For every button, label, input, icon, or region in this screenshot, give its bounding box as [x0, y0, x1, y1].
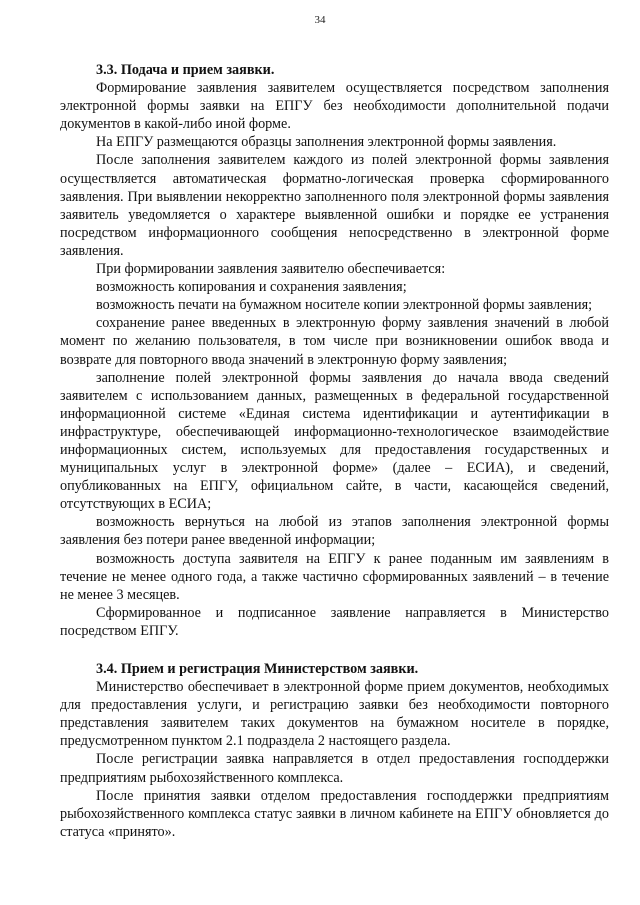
paragraph: После регистрации заявка направляется в отдел предоставления господдержки предприятиям рыбохозяйственного комплекса. [60, 751, 609, 786]
list-item: возможность доступа заявителя на ЕПГУ к ранее поданным им заявлениям в течение не менее одного года, а также частично сформированных заявлений – в течение не менее 3 месяцев. [60, 550, 609, 603]
paragraph: При формировании заявления заявителю обеспечивается: [96, 261, 446, 278]
list-item: возможность вернуться на любой из этапов заполнения электронной формы заявления без потери ранее введенной информации; [60, 514, 609, 549]
list-item: сохранение ранее введенных в электронную форму заявления значений в любой момент по желанию пользователя, в том числе при возникновении ошибок ввода и возврате для повторного ввода значений в электронную форму заявления; [60, 315, 609, 368]
document-body [60, 61, 609, 841]
section-heading: 3.4. Прием и регистрация Министерством заявки. [96, 661, 419, 677]
section-spacer [60, 640, 609, 660]
page-number: 34 [314, 14, 326, 26]
paragraph: После заполнения заявителем каждого из полей электронной формы заявления осуществляется автоматическая форматно-логическая проверка сформированного заявления. При выявлении некорректно заполненного поля электронной формы заявления заявитель уведомляется о характере выявленной ошибки и порядке ее устранения посредством информационного сообщения непосредственно в электронной форме заявления. [60, 152, 609, 259]
section-3-4 [60, 660, 609, 841]
paragraph: Министерство обеспечивает в электронной форме прием документов, необходимых для предоставления услуги, и регистрацию заявки без необходимости повторного представления заявителем таких документов на бумажном носителе в порядке, предусмотренном пунктом 2.1 подраздела 2 настоящего раздела. [60, 679, 609, 750]
paragraph: Формирование заявления заявителем осуществляется посредством заполнения электронной формы заявки на ЕПГУ без необходимости дополнительной подачи документов в какой-либо иной форме. [60, 80, 609, 133]
list-item: заполнение полей электронной формы заявления до начала ввода сведений заявителем с использованием данных, размещенных в федеральной государственной информационной системе «Единая система идентификации и аутентификации в инфраструктуре, обеспечивающей информационно-технологическое взаимодействие информационных систем, используемых для предоставления государственных и муниципальных услуг в электронной форме» (далее – ЕСИА), и сведений, опубликованных на ЕПГУ, официальном сайте, в части, касающейся сведений, отсутствующих в ЕСИА; [60, 369, 609, 513]
list-item: возможность копирования и сохранения заявления; [96, 279, 407, 296]
section-heading: 3.3. Подача и прием заявки. [96, 62, 275, 78]
paragraph: После принятия заявки отделом предоставления господдержки предприятиям рыбохозяйственного комплекса статус заявки в личном кабинете на ЕПГУ обновляется до статуса «принято». [60, 787, 609, 840]
section-3-3 [60, 61, 609, 640]
paragraph: Сформированное и подписанное заявление направляется в Министерство посредством ЕПГУ. [60, 604, 609, 639]
list-item: возможность печати на бумажном носителе копии электронной формы заявления; [96, 297, 593, 314]
paragraph: На ЕПГУ размещаются образцы заполнения электронной формы заявления. [96, 134, 557, 151]
